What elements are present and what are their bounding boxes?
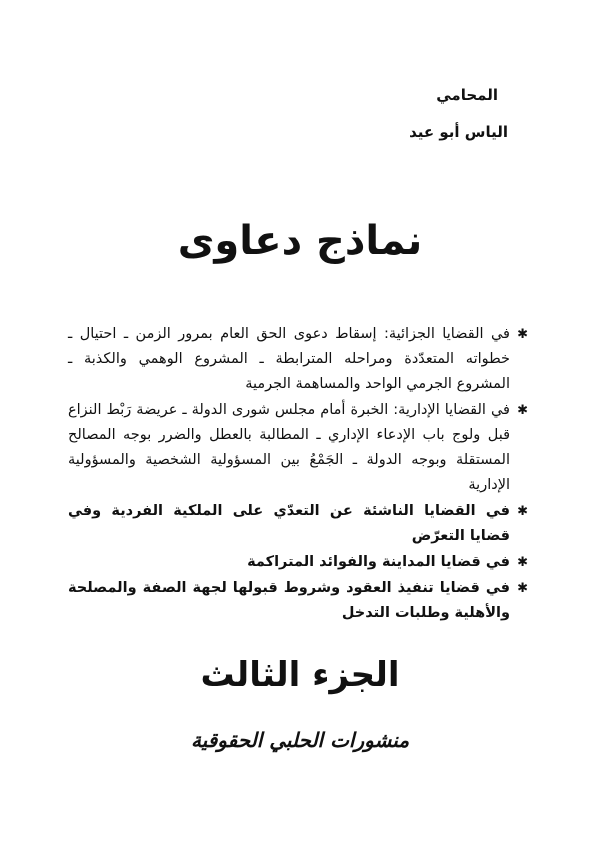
topic-item <box>68 398 528 498</box>
topic-text: في القضايا الإدارية: الخبرة أمام مجلس شورى الدولة ـ عريضة رَبْط النزاع قبل ولوج باب الإدعاء الإداري ـ المطالبة بالعطل والضرر بوجه المصالح المستقلة وبوجه الدولة ـ الجَمْعُ بين المسؤولية الشخصية والمسؤولية الإدارية <box>68 402 510 493</box>
asterisk-bullet-icon: ✱ <box>517 581 528 596</box>
volume-label: الجزء الثالث <box>200 655 400 695</box>
asterisk-bullet-icon: ✱ <box>517 504 528 519</box>
topic-item <box>68 322 528 397</box>
topic-item <box>68 576 528 626</box>
author-name: الياس أبو عيد <box>409 123 508 141</box>
asterisk-bullet-icon: ✱ <box>517 403 528 418</box>
topic-text: في القضايا الناشئة عن التعدّي على الملكية الفردية وفي قضايا التعرّض <box>68 503 510 544</box>
topic-item <box>68 499 528 549</box>
topic-text: في قضايا المداينة والفوائد المتراكمة <box>247 554 510 570</box>
topic-item <box>68 550 528 575</box>
author-role: المحامي <box>436 86 498 104</box>
author-block <box>409 88 508 140</box>
topic-text: في القضايا الجزائية: إسقاط دعوى الحق العام بمرور الزمن ـ احتيال ـ خطواته المتعدّدة ومراحله المترابطة ـ المشروع الوهمي والكذبة ـ المشروع الجرمي الواحد والمساهمة الجرمية <box>68 326 510 392</box>
topics-list <box>68 322 528 627</box>
publisher-name: منشورات الحلبي الحقوقية <box>190 728 410 752</box>
book-title: نماذج دعاوى <box>177 218 423 264</box>
asterisk-bullet-icon: ✱ <box>517 555 528 570</box>
asterisk-bullet-icon: ✱ <box>517 327 528 342</box>
topic-text: في قضايا تنفيذ العقود وشروط قبولها لجهة الصفة والمصلحة والأهلية وطلبات التدخل <box>68 580 510 621</box>
